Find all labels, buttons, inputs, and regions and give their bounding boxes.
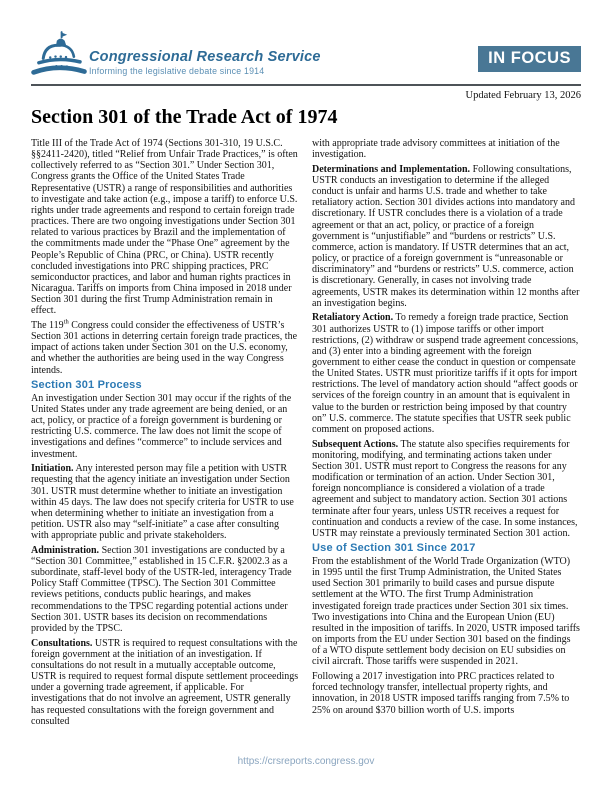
body-paragraph: An investigation under Section 301 may occur if the rights of the United States under any trade agreement are being denied, or an act, policy, or practice of a foreign government is burdening or restricting U.S. commerce. The law does not limit the scope of investigations and defines “commerce” to include services and investment. xyxy=(31,392,292,460)
in-focus-badge: IN FOCUS xyxy=(478,46,581,72)
section-heading: Use of Section 301 Since 2017 xyxy=(312,542,476,555)
body-paragraph: Initiation. Any interested person may file a petition with USTR requesting that the agency initiate an investigation under Section 301. USTR must determine whether to initiate an investigation within 45 days. The law does not specify criteria for USTR to use when determining whether to initiate an investigation from a petition. USTR also may “self-initiate” a case after consulting with appropriate public and private stakeholders. xyxy=(31,463,294,542)
body-paragraph: Determinations and Implementation. Following consultations, USTR conducts an investigation to determine if the alleged conduct is unfair and harms U.S. trade and whether to take retaliatory action. Section 301 divides actions into mandatory and discretionary. If USTR concludes there is a violation of a trade agreement or that an act, policy, or practice of a foreign government is “unjustifiable” and “burdens or restricts” U.S. commerce, action is mandatory. If USTR determines that an act, policy, or practice of a foreign government is “unreasonable or discriminatory” and “burdens or restricts” U.S. commerce, action is discretionary. Generally, in cases not involving trade agreements, USTR makes its determination within 12 months after an investigation begins. xyxy=(312,163,580,309)
body-paragraph: Subsequent Actions. The statute also specifies requirements for monitoring, modifying, and terminating actions taken under Section 301. USTR must report to Congress the reasons for any modification or termination of an action. Under Section 301, foreign noncompliance is considered a violation of a trade agreement and subject to mandatory action. Section 301 actions terminate after four years, unless USTR receives a request for continuation and conducts a review of the case. In some instances, USTR may reinstate a previously terminated Section 301 action. xyxy=(312,438,578,539)
body-paragraph: Title III of the Trade Act of 1974 (Sections 301-310, 19 U.S.C. §§2411-2420), titled “Relief from Unfair Trade Practices,” is often collectively referred to as “Section 301.” Under Section 301, Congress grants the Office of the United States Trade Representative (USTR) a range of responsibilities and authorities to investigate and take action (e.g., impose a tariff) to enforce U.S. rights under trade agreements and respond to certain foreign trade practices. There are two ongoing investigations under Section 301 related to various practices by Brazil and the implementation of the commitments made under the “Phase One” agreement by the People’s Republic of China (PRC, or China). USTR recently concluded investigations into PRC shipping practices, PRC semiconductor practices, and labor and human rights practices in Nicaragua. Tariffs on imports from China imposed in 2018 under Section 301 during the first Trump Administration remain in effect. xyxy=(31,138,298,317)
two-column-body xyxy=(31,138,581,730)
crs-logo xyxy=(31,28,321,80)
body-paragraph: The 119th Congress could consider the effectiveness of USTR’s Section 301 actions in deterring certain foreign trade practices, the impact of actions taken under Section 301 on the U.S. economy, and whether the authorities are being used in the way Congress intends. xyxy=(31,318,298,376)
body-paragraph: Consultations. USTR is required to request consultations with the foreign government at the initiation of an investigation. If consultations do not result in a mutually acceptable outcome, USTR is required to request formal dispute settlement proceedings under a governing trade agreement, if applicable. For investigations that do not involve an agreement, USTR generally has requested consultations with the foreign government and consulted xyxy=(31,637,299,727)
left-column xyxy=(31,138,299,730)
paragraph-lead: Consultations. xyxy=(31,637,93,649)
body-paragraph: Following a 2017 investigation into PRC practices related to forced technology transfer, intellectual property rights, and innovation, in 2018 USTR imposed tariffs ranging from 7.5% to 25% on around $370 billion worth of U.S. imports xyxy=(312,671,570,716)
section-heading: Section 301 Process xyxy=(31,379,142,392)
org-tagline: Informing the legislative debate since 1914 xyxy=(89,66,265,76)
document-header xyxy=(31,0,581,101)
header-logo-row xyxy=(31,28,581,80)
paragraph-lead: Initiation. xyxy=(31,463,74,475)
body-paragraph: From the establishment of the World Trade Organization (WTO) in 1995 until the first Trump Administration, the United States used Section 301 primarily to build cases and pursue dispute settlement at the WTO. The first Trump Administration investigated foreign trade practices under Section 301 six times. Two investigations into China and the European Union (EU) resulted in the imposition of tariffs. In 2020, USTR imposed tariffs on imports from the EU under Section 301 based on the findings of a WTO dispute settlement body decision on EU subsidies on civil aircraft. Those tariffs were suspended in 2021. xyxy=(312,555,580,668)
page-title: Section 301 of the Trade Act of 1974 xyxy=(31,106,338,128)
body-paragraph: with appropriate trade advisory committees at initiation of the investigation. xyxy=(312,138,560,161)
org-name: Congressional Research Service xyxy=(89,49,321,65)
header-divider xyxy=(31,84,581,86)
body-paragraph: Administration. Section 301 investigations are conducted by a “Section 301 Committee,” established in 15 C.F.R. §2002.3 as a subordinate, staff-level body of the USTR-led, interagency Trade Policy Staff Committee (TPSC). The Section 301 Committee reviews petitions, conducts public hearings, and makes recommendations to the TPSC regarding potential actions under Section 301. USTR bases its decision on recommendations provided by the TPSC. xyxy=(31,544,292,634)
paragraph-lead: Subsequent Actions. xyxy=(312,438,399,450)
ordinal-superscript: th xyxy=(63,318,69,326)
right-column xyxy=(312,138,580,730)
paragraph-lead: Determinations and Implementation. xyxy=(312,163,471,175)
page-footer xyxy=(0,751,612,769)
crs-reports-link[interactable]: https://crsreports.congress.gov xyxy=(237,756,375,767)
paragraph-lead: Retaliatory Action. xyxy=(312,312,394,324)
crs-capitol-dome-icon xyxy=(31,28,87,80)
crs-logo-text xyxy=(89,49,321,80)
body-paragraph: Retaliatory Action. To remedy a foreign trade practice, Section 301 authorizes USTR to (1) impose tariffs or other import restrictions, (2) withdraw or suspend trade agreement concessions, and (3) enter into a binding agreement with the foreign government to either cease the conduct in question or compensate the United States. USTR must prioritize tariffs if it opts for import restrictions. The level of mandatory action should “affect goods or services of the foreign country in an amount that is equivalent in value to the burden or restriction being imposed by that country on” U.S. commerce. The statute specifies that USTR seek public comment on proposed actions. xyxy=(312,312,579,435)
paragraph-lead: Administration. xyxy=(31,544,100,556)
updated-date: Updated February 13, 2026 xyxy=(465,90,581,101)
